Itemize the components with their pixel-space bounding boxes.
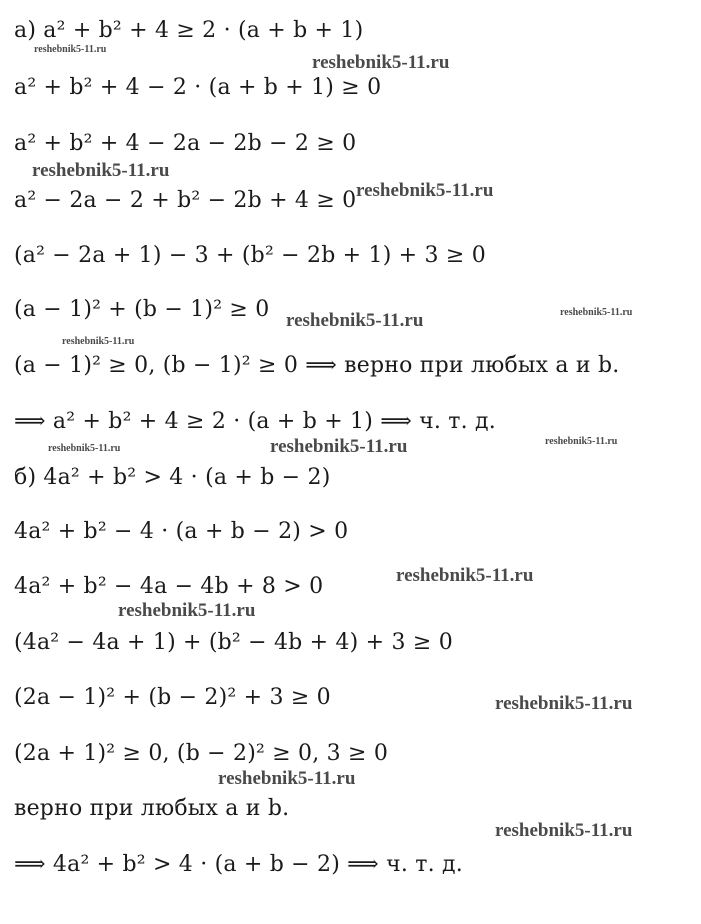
- watermark: reshebnik5-11.ru: [495, 820, 633, 841]
- watermark: reshebnik5-11.ru: [34, 44, 107, 55]
- solution-line-16: ⟹ 4a² + b² > 4 · (a + b − 2) ⟹ ч. т. д.: [14, 852, 463, 877]
- watermark: reshebnik5-11.ru: [270, 436, 408, 457]
- watermark: reshebnik5-11.ru: [48, 443, 121, 454]
- solution-line-13: (2a − 1)² + (b − 2)² + 3 ≥ 0: [14, 685, 331, 710]
- solution-line-3: a² + b² + 4 − 2a − 2b − 2 ≥ 0: [14, 131, 357, 156]
- solution-line-1: а) a² + b² + 4 ≥ 2 · (a + b + 1): [14, 18, 364, 43]
- solution-line-12: (4a² − 4a + 1) + (b² − 4b + 4) + 3 ≥ 0: [14, 630, 453, 655]
- watermark: reshebnik5-11.ru: [560, 307, 633, 318]
- solution-line-5: (a² − 2a + 1) − 3 + (b² − 2b + 1) + 3 ≥ 0: [14, 243, 486, 268]
- watermark: reshebnik5-11.ru: [312, 52, 450, 73]
- watermark: reshebnik5-11.ru: [286, 310, 424, 331]
- solution-line-7: (a − 1)² ≥ 0, (b − 1)² ≥ 0 ⟹ верно при любых a и b.: [14, 353, 620, 378]
- watermark: reshebnik5-11.ru: [62, 336, 135, 347]
- watermark: reshebnik5-11.ru: [396, 565, 534, 586]
- watermark: reshebnik5-11.ru: [118, 600, 256, 621]
- watermark: reshebnik5-11.ru: [495, 693, 633, 714]
- solution-line-8: ⟹ a² + b² + 4 ≥ 2 · (a + b + 1) ⟹ ч. т. д.: [14, 409, 496, 434]
- solution-line-11: 4a² + b² − 4a − 4b + 8 > 0: [14, 574, 324, 599]
- solution-line-14: (2a + 1)² ≥ 0, (b − 2)² ≥ 0, 3 ≥ 0: [14, 741, 389, 766]
- watermark: reshebnik5-11.ru: [356, 180, 494, 201]
- watermark: reshebnik5-11.ru: [32, 160, 170, 181]
- solution-line-2: a² + b² + 4 − 2 · (a + b + 1) ≥ 0: [14, 75, 382, 100]
- solution-line-15: верно при любых a и b.: [14, 796, 290, 821]
- watermark: reshebnik5-11.ru: [545, 436, 618, 447]
- solution-line-10: 4a² + b² − 4 · (a + b − 2) > 0: [14, 519, 349, 544]
- watermark: reshebnik5-11.ru: [218, 768, 356, 789]
- solution-line-4: a² − 2a − 2 + b² − 2b + 4 ≥ 0: [14, 188, 357, 213]
- solution-line-6: (a − 1)² + (b − 1)² ≥ 0: [14, 297, 270, 322]
- solution-line-9: б) 4a² + b² > 4 · (a + b − 2): [14, 465, 331, 490]
